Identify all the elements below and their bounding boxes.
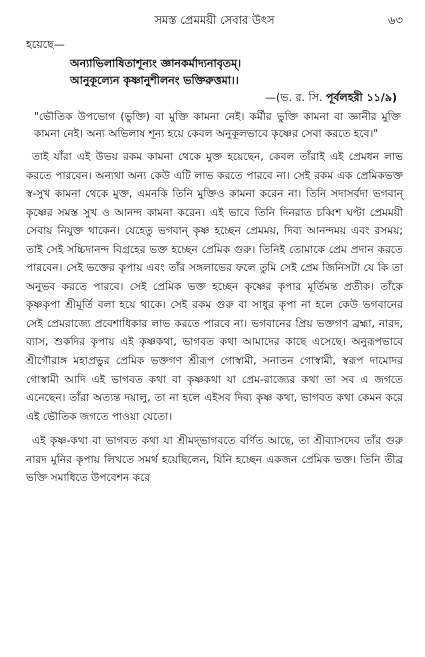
sanskrit-verse	[26, 55, 403, 89]
verse-translation: "ভৌতিক উপভোগ (ভুক্তি) বা মুক্তি কামনা নেই। কর্মীর ভুক্তি কামনা বা জ্ঞানীর মুক্তি কামনা নেই। অন্য অভিলাষ শূন্য হয়ে কেবল অনুকূলভাবে কৃষ্ণের সেবা করতে হবে।"	[34, 111, 401, 140]
verse-source-name: পূর্বলহরী ১১/৯)	[325, 91, 397, 104]
verse-line-2: আনুকূল্যেন কৃষ্ণানুশীলনং ভক্তিরুত্তমা।।	[70, 74, 239, 87]
page-number: ৬৩	[388, 13, 403, 27]
verse-source-prefix: —(ভ. র. সি.	[265, 91, 326, 104]
running-header-title: সমস্ত প্রেমময়ী সেবার উৎস	[154, 13, 275, 27]
intro-text: হয়েছে—	[26, 38, 65, 51]
running-header	[26, 12, 403, 28]
verse-line-1: অন্যাভিলাষিতাশূন্যং জ্ঞানকর্মাদ্যনাবৃতম্।	[70, 57, 242, 70]
paragraph-1: তাই যাঁরা এই উভয় রকম কামনা থেকে মুক্ত হয়েছেন, কেবল তাঁরাই এই প্রেমধন লাভ করতে পারবেন। অন্যথা অন্য কেউ এটি লাভ করতে পারবে না। সেই রকম এক প্রেমিকভক্ত স্ব-সুখ কামনা থেকে মুক্ত, এমনকি তিনি মুক্তিও কামনা করেন না। তিনি সদাসর্বদা ভগবান্‌ কৃষ্ণের সমস্ত সুখ ও আনন্দ কামনা করেন। এই ভাবে তিনি দিনরাত চব্বিশ ঘণ্টা প্রেমময়ী সেবায় নিযুক্ত থাকেন। যেহেতু ভগবান্‌ কৃষ্ণ হচ্ছেন প্রেমময়, দিব্য আনন্দময় এবং রসময়; তাই সেই সচ্চিদানন্দ বিগ্রহের ভক্ত হচ্ছেন প্রেমিক গুরু। তিনিই তোমাকে প্রেম প্রদান করতে পারবেন। সেই ভক্তের কৃপায় এবং তাঁর সঙ্গলাভের ফলে তুমি সেই প্রেম জিনিসটা যে কি তা অনুভব করতে পারবে। সেই প্রেমিক ভক্ত হচ্ছেন কৃষ্ণের কৃপার মূর্তিমন্ত প্রতীক। তাঁকে কৃষ্ণকৃপা শ্রীমূর্তি বলা হয়ে থাকে। সেই রকম গুরু বা সাধুর কৃপা না হলে কেউ ভগবানের সেই প্রেমরাজ্যে প্রবেশাধিকার লাভ করতে পারবে না। ভগবানের প্রিয় ভক্তগণ ব্রহ্মা, নারদ, ব্যাস, শুকদির কৃপায় এই কৃষ্ণকথা, ভাগবত কথা আমাদের কাছে এসেছে। অনুরূপভাবে শ্রীগৌরাঙ্গ মহাপ্রভুর প্রেমিক ভক্তগণ শ্রীরূপ গোস্বামী, সনাতন গোস্বামী, স্বরূপ দামোদর গোস্বামী আদি এই ভাগবত কথা বা কৃষ্ণকথা যা প্রেম-রাজ্যের কথা তা সব এ জগতে এনেছেন। তাঁরা অত্যন্ত দয়ালু, তা না হলে এইসব দিব্য কৃষ্ণ কথা, ভাগবত কথা কেমন করে এই ভৌতিক জগতে পাওয়া যেতো।	[26, 151, 403, 423]
paragraph-2: এই কৃষ্ণ-কথা বা ভাগবত কথা যা শ্রীমদ্‌ভাগবতে বর্ণিত আছে, তা শ্রীব্যাসদেব তাঁর গুরু নারদ মুনির কৃপায় লিখতে সমর্থ হয়েছিলেন, যিনি হচ্ছেন একজন প্রেমিক ভক্ত। তিনি তীব্র ভক্তি সমাধিতে উপবেশন করে	[26, 435, 403, 485]
verse-source	[26, 89, 403, 106]
